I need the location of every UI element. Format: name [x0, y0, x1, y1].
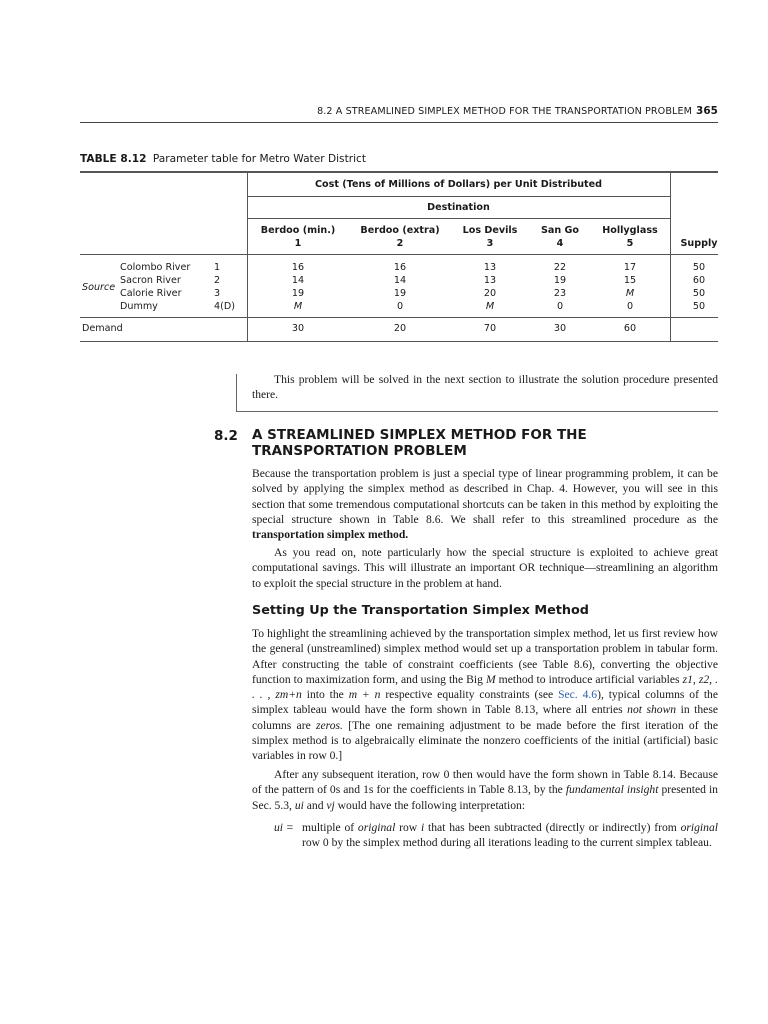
destination-header-rule — [247, 218, 670, 219]
def-i: i — [420, 821, 425, 834]
p3-text: method to introduce artificial variables — [495, 672, 683, 686]
cost-cell: 23 — [553, 288, 567, 299]
intro-paragraph — [252, 372, 718, 403]
cost-cell: 16 — [393, 262, 407, 273]
supply-cell: 60 — [692, 275, 706, 286]
p3-not-shown: not shown — [627, 703, 677, 717]
demand-cell: 20 — [393, 323, 407, 334]
source-number: 4(D) — [214, 301, 235, 312]
cost-cell: 0 — [396, 301, 404, 312]
transportation-simplex-term: transportation simplex method. — [252, 528, 409, 542]
paragraph-4 — [252, 767, 718, 813]
cost-cell: 20 — [483, 288, 497, 299]
cost-cell: 19 — [291, 288, 305, 299]
p4-text: presented in Sec. 5.3, — [252, 783, 718, 812]
cost-cell: 14 — [291, 275, 305, 286]
p3-zeros: zeros. — [316, 718, 343, 732]
paragraph-1-text: Because the transportation problem is just a special type of linear programming problem, it can be solved by applying the simplex method as described in Chap. 4. However, you will see in this section that some tremendous computational shortcuts can be taken in this method by exploiting the special structure shown in Table 8.6. We shall refer to this streamlined procedure as the — [252, 467, 718, 526]
dest-name: Hollyglass — [602, 225, 658, 236]
source-number: 3 — [214, 288, 221, 299]
paragraph-3 — [252, 626, 718, 764]
supply-cell: 50 — [692, 288, 706, 299]
cost-cell: 16 — [291, 262, 305, 273]
table-bottom-rule — [80, 341, 718, 342]
dest-number: 1 — [294, 238, 302, 249]
intro-bracket-bar — [236, 374, 237, 412]
dest-name: Berdoo (min.) — [260, 225, 336, 236]
def-original: original — [680, 821, 718, 834]
section-title — [252, 428, 722, 459]
table-right-divider — [670, 172, 671, 341]
p3-text: respective equality constraints (see — [380, 688, 559, 702]
demand-top-rule — [80, 317, 718, 318]
ui-definition — [274, 820, 718, 851]
dest-name: Los Devils — [462, 225, 518, 236]
cost-cell: 19 — [393, 288, 407, 299]
table-caption — [80, 153, 366, 165]
definition-head: ui = — [274, 821, 294, 834]
demand-cell: 30 — [291, 323, 305, 334]
running-header — [80, 105, 718, 123]
cost-cell: M — [625, 288, 635, 299]
cost-header: Cost (Tens of Millions of Dollars) per Unit Distributed — [315, 179, 602, 190]
p3-text: To highlight the streamlining achieved by the transportation simplex method, let us first review how the general (unstreamlined) simplex method would set up a transportation problem in tabular form. After constructing the table of constraint coefficients (see Table 8.6), converting the objective function to maximization form, and using the Big — [252, 627, 718, 686]
p4-ui: ui — [294, 798, 304, 812]
p4-text: After any subsequent iteration, row 0 then would have the form shown in Table 8.14. Because of the pattern of 0s and 1s for the coefficients in Table 8.13, by the — [252, 768, 718, 797]
source-number: 2 — [214, 275, 221, 286]
paragraph-2 — [252, 545, 718, 591]
p3-text: in these columns are — [252, 703, 718, 732]
dest-name: Berdoo (extra) — [360, 225, 440, 236]
source-name: Colombo River — [120, 262, 191, 273]
section-title-line2: TRANSPORTATION PROBLEM — [252, 442, 467, 459]
def-text: row — [395, 821, 421, 834]
cost-cell: M — [485, 301, 495, 312]
section-number: 8.2 — [214, 428, 238, 444]
p4-text: and — [303, 798, 327, 812]
definition-body — [302, 820, 718, 851]
p4-vj: vj — [326, 798, 335, 812]
paragraph-2-text: As you read on, note particularly how the special structure is exploited to achieve great computational savings. This will illustrate an important OR technique—streamlining an algorithm to exploit the special structure in the problem at hand. — [252, 546, 718, 590]
cost-cell: 0 — [556, 301, 564, 312]
demand-label: Demand — [82, 323, 123, 334]
p4-text: would have the following interpretation: — [334, 798, 526, 812]
demand-cell: 70 — [483, 323, 497, 334]
supply-cell: 50 — [692, 262, 706, 273]
cost-cell: 15 — [623, 275, 637, 286]
cost-header-rule — [247, 196, 670, 197]
cost-cell: 13 — [483, 262, 497, 273]
dest-number: 2 — [396, 238, 404, 249]
running-header-title: 8.2 A STREAMLINED SIMPLEX METHOD FOR THE TRANSPORTATION PROBLEM — [317, 106, 692, 117]
subsection-title: Setting Up the Transportation Simplex Method — [252, 603, 589, 618]
def-text: that has been subtracted (directly or indirectly) from — [424, 821, 681, 834]
supply-header: Supply — [680, 238, 718, 249]
demand-cell: 60 — [623, 323, 637, 334]
source-number: 1 — [214, 262, 221, 273]
source-label: Source — [82, 282, 116, 293]
p3-m-plus-n: m + n — [348, 688, 381, 702]
cost-cell: 19 — [553, 275, 567, 286]
supply-cell: 50 — [692, 301, 706, 312]
dest-number: 5 — [626, 238, 634, 249]
dest-name: San Go — [540, 225, 580, 236]
paragraph-1 — [252, 466, 718, 542]
p3-artificial-vars: z1, z2, . . . , zm+n — [252, 672, 718, 702]
dest-number: 3 — [486, 238, 494, 249]
cost-cell: M — [293, 301, 303, 312]
dest-number: 4 — [556, 238, 564, 249]
p3-text: into the — [301, 688, 349, 702]
cost-cell: 0 — [626, 301, 634, 312]
cost-cell: 22 — [553, 262, 567, 273]
p3-text: [The one remaining adjustment to be made before the first iteration of the simplex method is to algebraically eliminate the nonzero coefficients of the initial (artificial) basic variables in row 0.] — [252, 718, 718, 763]
source-name: Calorie River — [120, 288, 182, 299]
intro-bracket-rule — [236, 411, 718, 412]
table-top-rule — [80, 171, 718, 173]
def-text: multiple of — [302, 821, 358, 834]
destination-header: Destination — [427, 202, 490, 213]
p3-text: ), typical columns of the simplex tableau would have the form shown in Table 8.13, where all entries — [252, 688, 719, 717]
section-title-line1: A STREAMLINED SIMPLEX METHOD FOR THE — [252, 427, 587, 443]
demand-cell: 30 — [553, 323, 567, 334]
p4-fundamental-insight: fundamental insight — [565, 783, 659, 797]
intro-text: This problem will be solved in the next section to illustrate the solution procedure presented there. — [252, 373, 718, 402]
cost-cell: 17 — [623, 262, 637, 273]
table-caption-text: Parameter table for Metro Water District — [152, 153, 367, 165]
sec-4-6-link[interactable]: Sec. 4.6 — [558, 688, 598, 702]
table-label: TABLE 8.12 — [80, 153, 147, 165]
page-number: 365 — [696, 105, 718, 117]
cost-cell: 14 — [393, 275, 407, 286]
table-left-divider — [247, 172, 248, 341]
cost-cell: 13 — [483, 275, 497, 286]
source-name: Dummy — [120, 301, 158, 312]
header-bottom-rule — [80, 254, 718, 255]
p3-big-m: M — [485, 672, 496, 686]
source-name: Sacron River — [120, 275, 181, 286]
def-original: original — [357, 821, 396, 834]
def-text: row 0 by the simplex method during all iterations leading to the current simplex tableau. — [302, 836, 712, 850]
